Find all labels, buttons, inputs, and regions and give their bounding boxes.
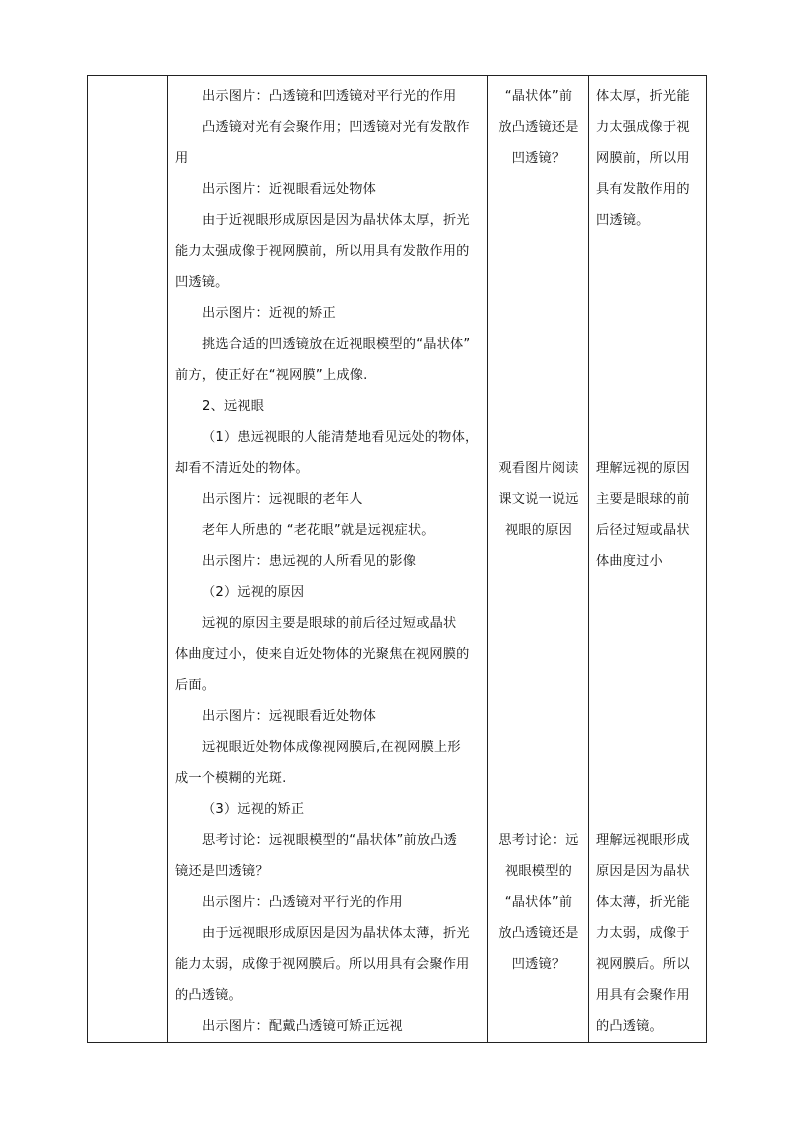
teacher-activity-text [168,76,487,1042]
paragraph-line: 出示图片：配戴凸透镜可矫正远视 [202,1019,403,1034]
paragraph-line: 的凸透镜。 [175,988,242,1003]
paragraph-line: 体曲度过小，使来自近处物体的光聚焦在视网膜的 [175,647,470,662]
design-intent-line: 的凸透镜。 [596,1019,663,1034]
student-activity-block [495,81,582,174]
paragraph-line: 出示图片：凸透镜和凹透镜对平行光的作用 [202,89,457,104]
paragraph-line: 用 [175,151,189,166]
paragraph-line: 远视的原因主要是眼球的前后径过短或晶状 [202,616,457,631]
design-intent-line: 理解远视的原因 [596,461,690,476]
paragraph-line: （3）远视的矫正 [202,802,305,817]
paragraph-line: 凹透镜。 [175,275,229,290]
paragraph-line: 出示图片：远视眼看近处物体 [202,709,377,724]
student-activity-line: 凹透镜？ [511,151,566,166]
design-intent-line: 用具有会聚作用 [596,988,690,1003]
paragraph-line: 后面。 [175,678,216,693]
student-activity-block [495,453,582,546]
student-activity-line: 观看图片阅读 [498,461,579,476]
design-intent-line: 理解远视眼形成 [596,833,690,848]
design-intent-cell [589,76,707,1043]
stage-column-cell [88,76,168,1043]
paragraph-line: 老年人所患的 “老花眼”就是远视症状。 [202,523,435,538]
paragraph-line: （2）远视的原因 [202,585,305,600]
design-intent-block [596,825,700,1042]
paragraph-line: 出示图片：近视的矫正 [202,306,336,321]
paragraph-line: 却看不清近处的物体。 [175,461,309,476]
paragraph-line: 能力太强成像于视网膜前，所以用具有发散作用的 [175,244,470,259]
student-activity-line: 放凸透镜还是 [498,926,579,941]
design-intent-line: 主要是眼球的前 [596,492,690,507]
teacher-activity-cell [168,76,488,1043]
student-activity-cell [488,76,589,1043]
paragraph-line: 出示图片：凸透镜对平行光的作用 [202,895,403,910]
paragraph-line: （1）患远视眼的人能清楚地看见远处的物体， [202,430,479,445]
student-activity-line: 放凸透镜还是 [498,120,579,135]
paragraph-line: 能力太弱，成像于视网膜后。所以用具有会聚作用 [175,957,470,972]
paragraph-line: 挑选合适的凹透镜放在近视眼模型的“晶状体” [202,337,471,352]
design-intent-line: 体太厚，折光能 [596,89,690,104]
design-intent-line: 网膜前，所以用 [596,151,690,166]
design-intent-line: 凹透镜。 [596,213,650,228]
student-activity-line: “晶状体”前 [504,89,573,104]
paragraph-line: 出示图片：患远视的人所看见的影像 [202,554,417,569]
student-activity-block [495,825,582,980]
paragraph-line: 镜还是凹透镜？ [175,864,269,879]
design-intent-line: 体太薄，折光能 [596,895,690,910]
student-activity-line: “晶状体”前 [504,895,573,910]
lesson-plan-table [87,75,707,1043]
design-intent-line: 原因是因为晶状 [596,864,690,879]
student-activity-line: 视眼的原因 [505,523,572,538]
design-intent-block [596,81,700,236]
paragraph-line: 2、远视眼 [202,399,265,414]
design-intent-block [596,453,700,577]
paragraph-line: 由于近视眼形成原因是因为晶状体太厚，折光 [202,213,470,228]
student-activity-line: 思考讨论：远 [498,833,579,848]
paragraph-line: 出示图片：近视眼看远处物体 [202,182,377,197]
paragraph-line: 成一个模糊的光斑. [175,771,287,786]
design-intent-line: 后径过短或晶状 [596,523,690,538]
design-intent-line: 视网膜后。所以 [596,957,690,972]
paragraph-line: 前方，使正好在“视网膜”上成像. [175,368,368,383]
paragraph-line: 远视眼近处物体成像视网膜后,在视网膜上形 [202,740,461,755]
student-activity-line: 视眼模型的 [505,864,572,879]
design-intent-text [589,76,706,1042]
design-intent-line: 力太弱，成像于 [596,926,690,941]
student-activity-line: 课文说一说远 [498,492,579,507]
student-activity-line: 凹透镜？ [511,957,566,972]
student-activity-text [488,76,588,1042]
design-intent-line: 体曲度过小 [596,554,663,569]
paragraph-line: 出示图片：远视眼的老年人 [202,492,363,507]
design-intent-line: 力太强成像于视 [596,120,690,135]
design-intent-line: 具有发散作用的 [596,182,690,197]
paragraph-line: 由于远视眼形成原因是因为晶状体太薄，折光 [202,926,470,941]
paragraph-line: 凸透镜对光有会聚作用；凹透镜对光有发散作 [202,120,470,135]
paragraph-line: 思考讨论：远视眼模型的“晶状体”前放凸透 [202,833,458,848]
